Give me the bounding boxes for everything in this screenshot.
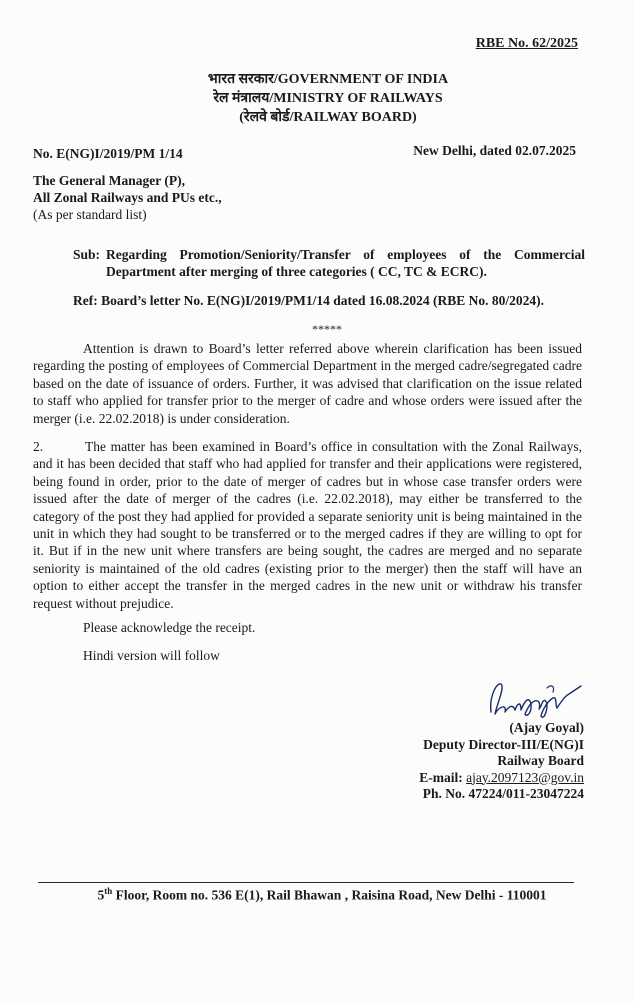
subject bbox=[73, 246, 585, 280]
rbe-number: RBE No. 62/2025 bbox=[475, 36, 578, 51]
signatory-email bbox=[419, 770, 584, 787]
reference bbox=[73, 293, 593, 309]
letter-date: New Delhi, dated 02.07.2025 bbox=[413, 143, 576, 158]
addressee-line-1: The General Manager (P), bbox=[33, 173, 185, 188]
file-number: No. E(NG)I/2019/PM 1/14 bbox=[33, 146, 183, 161]
reference-label: Ref: bbox=[73, 293, 98, 308]
letterhead-government: भारत सरकार/GOVERNMENT OF INDIA bbox=[207, 72, 449, 87]
paragraph-2 bbox=[33, 438, 582, 612]
footer-floor-number: 5 bbox=[97, 887, 105, 903]
addressee bbox=[33, 172, 222, 223]
footer-divider bbox=[38, 882, 574, 883]
footer-address-text: Floor, Room no. 536 E(1), Rail Bhawan , Raisina Road, New Delhi - 110001 bbox=[112, 887, 547, 903]
addressee-line-2: All Zonal Railways and PUs etc., bbox=[33, 190, 222, 205]
letterhead-ministry: रेल मंत्रालय/MINISTRY OF RAILWAYS bbox=[213, 91, 443, 106]
email-label: E-mail: bbox=[419, 769, 463, 785]
reference-text: Board’s letter No. E(NG)I/2019/PM1/14 dated 16.08.2024 (RBE No. 80/2024). bbox=[101, 293, 544, 308]
paragraph-2-number: 2. bbox=[33, 439, 44, 454]
paragraph-2-text: The matter has been examined in Board’s office in consultation with the Zonal Railways, and it has been decided that staff who had applied for transfer and their applications were registered, being found in order, prior to the date of merger of cadres but in whose case transfer orders were issued after the date of merger of the cadres (i.e. 22.02.2018), may either be transferred to the category of the post they had applied for provided a separate seniority unit is being maintained in the unit in which they had sought to be transferred or to the merged cadres if they are willing to opt for it. But if in the new unit where transfers are being sought, the cadres are merged and no separate seniority is maintained of the old cadres (existing prior to the merger) then the staff will have an option to either accept the transfer in the merged cadres in the new unit or withdraw his transfer request without prejudice. bbox=[33, 439, 582, 611]
paragraph-1: Attention is drawn to Board’s letter referred above wherein clarification has been issued regarding the posting of employees of Commercial Department in the merged cadre/segregated cadre based on the date of issuance of orders. Further, it was advised that clarification on the issue related to staff who applied for transfer prior to the merger of cadre and whose orders were issued after the merger (i.e. 22.02.2018) is under consideration. bbox=[33, 341, 582, 426]
footer-floor-suffix: th bbox=[104, 886, 113, 896]
acknowledge-line: Please acknowledge the receipt. bbox=[83, 620, 256, 635]
letterhead-board: (रेलवे बोर्ड/RAILWAY BOARD) bbox=[239, 110, 417, 125]
signatory-phone: Ph. No. 47224/011-23047224 bbox=[422, 786, 584, 801]
hindi-version-note: Hindi version will follow bbox=[83, 648, 220, 663]
handwritten-signature bbox=[485, 674, 585, 722]
subject-text: Regarding Promotion/Seniority/Transfer of employees of the Commercial Department after merging of three categories ( CC, TC & ECRC). bbox=[106, 247, 585, 279]
footer-address bbox=[0, 886, 634, 904]
letterhead bbox=[0, 70, 634, 127]
addressee-line-3: (As per standard list) bbox=[33, 207, 147, 222]
signatory-name: (Ajay Goyal) bbox=[509, 720, 584, 735]
email-link[interactable]: ajay.2097123@gov.in bbox=[466, 769, 584, 785]
signatory-office: Railway Board bbox=[497, 753, 584, 768]
subject-label: Sub: bbox=[73, 247, 101, 262]
signature-block bbox=[419, 720, 584, 803]
separator-stars: ***** bbox=[312, 322, 342, 336]
signatory-designation: Deputy Director-III/E(NG)I bbox=[423, 736, 584, 752]
